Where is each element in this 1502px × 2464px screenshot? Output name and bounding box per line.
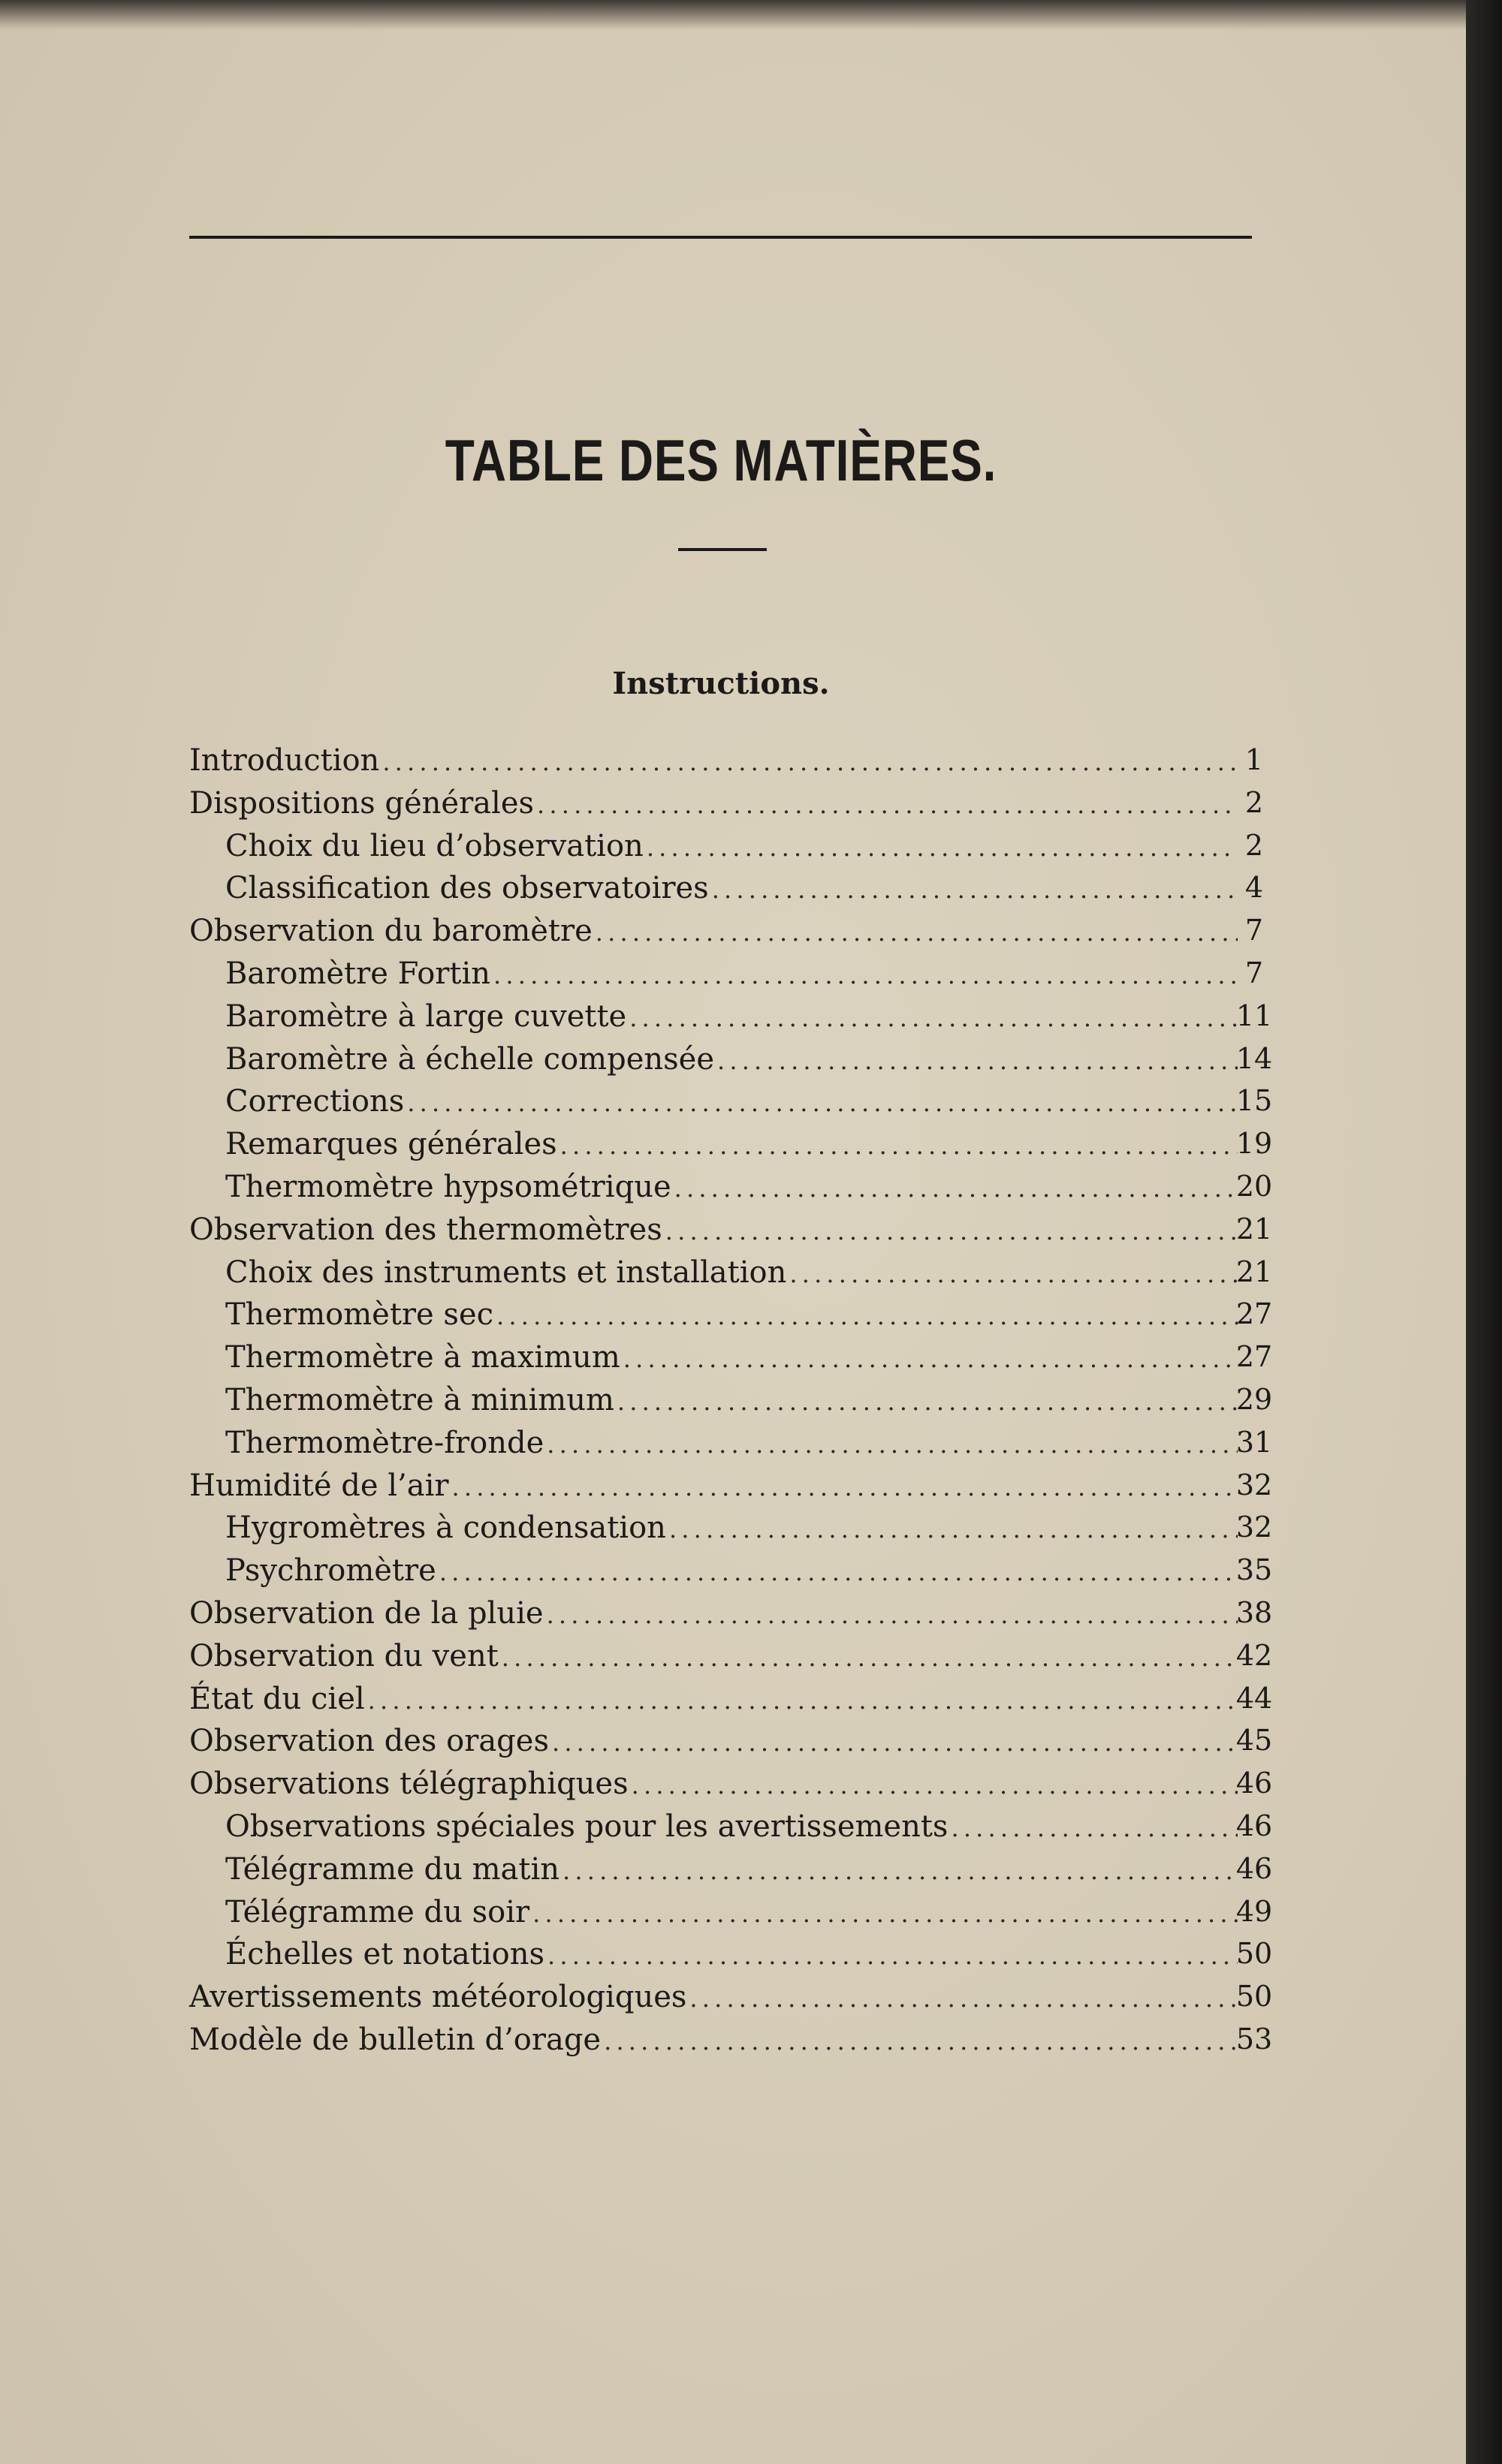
toc-entry-label: Choix des instruments et installation	[225, 1255, 787, 1290]
toc-entry-page: 46	[1235, 1851, 1273, 1885]
toc-entry-label: Thermomètre à minimum	[225, 1382, 614, 1417]
dot-leader	[452, 1473, 1238, 1502]
toc-entry	[189, 829, 1277, 872]
toc-entry-label: Avertissements météorologiques	[189, 1980, 687, 2015]
toc-entry	[189, 1127, 1277, 1170]
table-of-contents	[189, 743, 1277, 2065]
toc-entry	[189, 1895, 1277, 1938]
dot-leader	[382, 748, 1238, 776]
toc-entry-label: Modèle de bulletin d’orage	[189, 2022, 602, 2057]
dot-leader	[604, 2027, 1238, 2056]
toc-entry-page: 46	[1235, 1809, 1273, 1842]
dot-leader	[407, 1089, 1238, 1117]
toc-entry	[189, 1426, 1277, 1468]
dot-leader	[493, 961, 1238, 990]
toc-entry	[189, 1682, 1277, 1724]
toc-entry-page: 49	[1235, 1894, 1273, 1928]
toc-entry-label: Thermomètre sec	[225, 1297, 494, 1333]
toc-entry-page: 32	[1235, 1468, 1273, 1502]
toc-entry-page: 19	[1235, 1127, 1273, 1161]
toc-entry-label: Observation des thermomètres	[189, 1212, 662, 1247]
toc-entry-label: Remarques générales	[225, 1127, 557, 1162]
toc-entry-page: 7	[1244, 914, 1264, 947]
toc-entry-page: 38	[1235, 1595, 1273, 1629]
dot-leader	[532, 1899, 1238, 1928]
toc-entry-page: 50	[1235, 1980, 1273, 2014]
page-top-edge	[0, 0, 1466, 30]
toc-entry-page: 15	[1235, 1084, 1273, 1118]
toc-entry-page: 31	[1235, 1425, 1273, 1459]
toc-entry-label: Observations télégraphiques	[189, 1767, 629, 1802]
dot-leader	[689, 1984, 1238, 2013]
toc-entry-label: Observation de la pluie	[189, 1595, 544, 1631]
toc-entry	[189, 1724, 1277, 1767]
toc-entry-page: 14	[1235, 1041, 1273, 1075]
toc-entry-page: 27	[1235, 1297, 1273, 1331]
toc-entry	[189, 1084, 1277, 1127]
toc-entry-page: 44	[1235, 1681, 1273, 1715]
dot-leader	[623, 1345, 1238, 1373]
toc-entry-page: 45	[1235, 1724, 1273, 1758]
toc-entry-page: 11	[1235, 999, 1273, 1032]
header-rule	[189, 236, 1252, 239]
toc-entry	[189, 786, 1277, 829]
toc-entry-page: 29	[1235, 1382, 1273, 1416]
toc-entry-page: 50	[1235, 1937, 1273, 1971]
toc-entry-label: Thermomètre-fronde	[225, 1425, 544, 1460]
toc-entry	[189, 1042, 1277, 1085]
toc-entry	[189, 1553, 1277, 1596]
toc-entry	[189, 999, 1277, 1042]
toc-entry-page: 7	[1244, 956, 1264, 990]
toc-entry-page: 4	[1244, 871, 1264, 905]
toc-entry	[189, 1170, 1277, 1212]
dot-leader	[547, 1430, 1238, 1459]
toc-entry-page: 27	[1235, 1340, 1273, 1374]
toc-entry-label: Thermomètre à maximum	[225, 1340, 620, 1375]
toc-entry	[189, 1383, 1277, 1426]
dot-leader	[712, 875, 1238, 904]
toc-entry	[189, 1639, 1277, 1682]
toc-entry	[189, 743, 1277, 786]
toc-entry-label: Thermomètre hypsométrique	[225, 1169, 671, 1204]
toc-entry	[189, 914, 1277, 956]
toc-entry-label: Classification des observatoires	[225, 871, 709, 906]
toc-entry-label: Observation des orages	[189, 1724, 549, 1759]
section-heading: Instructions.	[612, 666, 830, 701]
dot-leader	[537, 791, 1238, 819]
toc-entry-label: Baromètre à large cuvette	[225, 999, 627, 1034]
dot-leader	[789, 1260, 1238, 1288]
dot-leader	[717, 1047, 1238, 1075]
toc-entry	[189, 871, 1277, 914]
toc-entry	[189, 1596, 1277, 1639]
dot-leader	[368, 1686, 1238, 1715]
dot-leader	[439, 1558, 1238, 1586]
dot-leader	[596, 918, 1238, 947]
toc-entry	[189, 1255, 1277, 1298]
toc-entry	[189, 1809, 1277, 1852]
toc-entry-page: 1	[1244, 743, 1264, 776]
toc-entry-page: 2	[1244, 828, 1264, 862]
toc-entry-label: Choix du lieu d’observation	[225, 828, 644, 863]
toc-entry	[189, 1212, 1277, 1255]
toc-entry-page: 21	[1235, 1212, 1273, 1246]
dot-leader	[562, 1857, 1238, 1885]
toc-entry-label: Observation du baromètre	[189, 914, 593, 949]
toc-entry	[189, 956, 1277, 999]
toc-entry	[189, 1340, 1277, 1383]
toc-entry-label: Psychromètre	[225, 1553, 436, 1589]
toc-entry	[189, 1468, 1277, 1511]
dot-leader	[547, 1941, 1238, 1970]
dot-leader	[647, 833, 1238, 862]
toc-entry-page: 2	[1244, 785, 1264, 819]
dot-leader	[674, 1174, 1238, 1203]
toc-entry-label: Télégramme du soir	[225, 1894, 530, 1929]
toc-entry-label: Hygromètres à condensation	[225, 1511, 666, 1546]
toc-entry-label: Observations spéciales pour les avertissements	[225, 1809, 949, 1844]
toc-entry-label: État du ciel	[189, 1681, 365, 1716]
dot-leader	[547, 1601, 1238, 1629]
book-spine	[1466, 0, 1502, 2464]
toc-entry-label: Échelles et notations	[225, 1937, 544, 1972]
toc-entry	[189, 1937, 1277, 1980]
toc-entry-page: 21	[1235, 1255, 1273, 1288]
toc-entry-label: Observation du vent	[189, 1638, 499, 1673]
title-rule	[678, 548, 767, 551]
toc-entry-page: 42	[1235, 1638, 1273, 1672]
toc-entry-label: Corrections	[225, 1084, 405, 1119]
toc-entry-page: 32	[1235, 1511, 1273, 1544]
toc-entry	[189, 2023, 1277, 2065]
toc-entry	[189, 1297, 1277, 1340]
toc-entry-label: Humidité de l’air	[189, 1468, 449, 1503]
dot-leader	[632, 1771, 1238, 1800]
toc-entry-label: Dispositions générales	[189, 785, 535, 821]
dot-leader	[951, 1814, 1238, 1842]
dot-leader	[496, 1302, 1238, 1330]
toc-entry	[189, 1767, 1277, 1809]
dot-leader	[502, 1643, 1238, 1672]
toc-entry-label: Baromètre à échelle compensée	[225, 1041, 714, 1077]
toc-entry-label: Introduction	[189, 743, 380, 778]
toc-entry-label: Télégramme du matin	[225, 1851, 560, 1887]
toc-entry-label: Baromètre Fortin	[225, 956, 491, 991]
dot-leader	[629, 1004, 1238, 1032]
dot-leader	[617, 1387, 1238, 1416]
toc-entry-page: 46	[1235, 1767, 1273, 1800]
toc-entry	[189, 1511, 1277, 1553]
toc-entry-page: 53	[1235, 2022, 1273, 2056]
toc-entry	[189, 1980, 1277, 2023]
toc-entry-page: 20	[1235, 1169, 1273, 1203]
dot-leader	[665, 1217, 1238, 1246]
page-title: TABLE DES MATIÈRES.	[445, 427, 997, 493]
dot-leader	[552, 1728, 1238, 1757]
toc-entry-page: 35	[1235, 1553, 1273, 1587]
toc-entry	[189, 1852, 1277, 1895]
dot-leader	[560, 1131, 1238, 1160]
dot-leader	[669, 1515, 1238, 1544]
